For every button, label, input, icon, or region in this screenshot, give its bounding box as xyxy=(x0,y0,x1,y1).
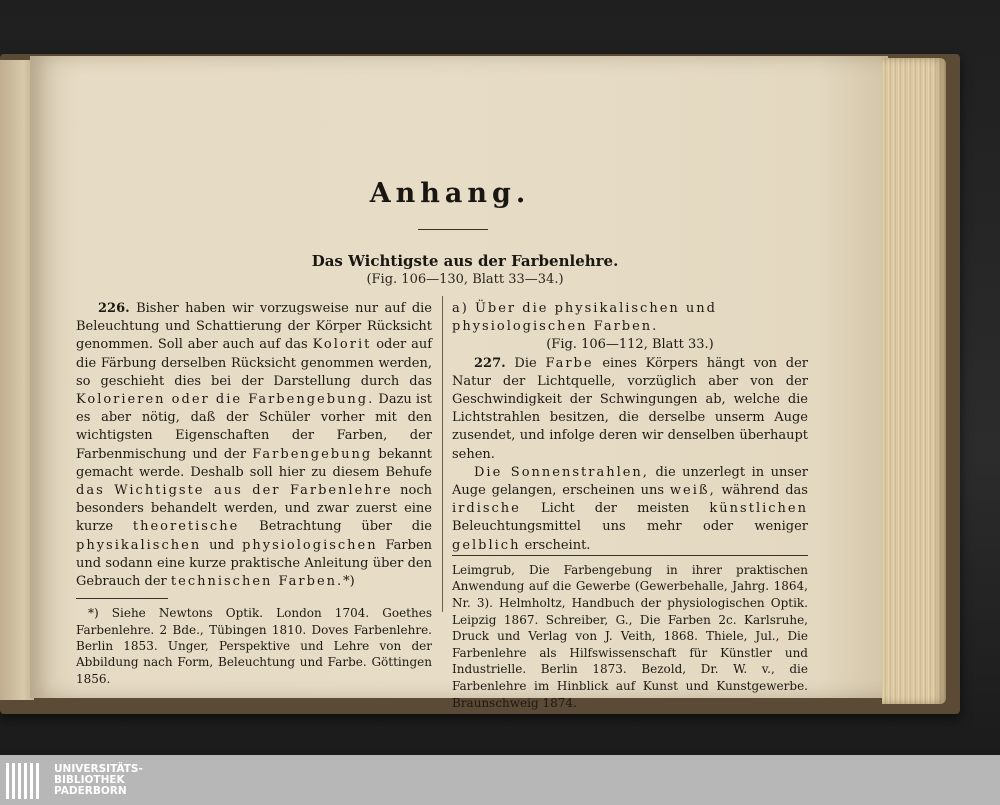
body-text: Dazu ist es aber nötig, daß der Schüler vorher mit den wichtigsten Eigenschaften der Farben, der Farbenmischung und der xyxy=(76,392,432,462)
body-text: erscheint. xyxy=(524,537,591,553)
emphasized-term: Farbe xyxy=(545,355,594,371)
body-text: eines Körpers hängt von der Natur der Lichtquelle, vorzüglich aber von der Geschwindigkeit der Schwingungen ab, welche die Lichtstrahlen besitzen, die derselbe unserm Auge zusendet, und infolge deren wir denselben überhaupt sehen. xyxy=(452,355,808,462)
column-divider xyxy=(442,296,443,612)
footnote-ref: *) xyxy=(343,574,355,590)
footnote xyxy=(76,605,432,687)
body-text: oder auf die Färbung derselben Rücksicht genommen werden, so geschieht dies bei der Darstellung durch das xyxy=(76,337,433,389)
title-divider xyxy=(418,229,488,230)
emphasized-term: Kolorieren oder die Farbengebung. xyxy=(76,392,375,408)
emphasized-term: Kolorit xyxy=(312,337,372,353)
figure-reference: (Fig. 106—130, Blatt 33—34.) xyxy=(366,272,564,287)
right-column xyxy=(452,300,808,711)
paragraph-number: 227. xyxy=(474,355,506,371)
body-text: Beleuchtungsmittel uns mehr oder weniger xyxy=(452,519,808,535)
body-text: Bisher haben wir vorzugsweise nur auf die xyxy=(136,301,432,316)
emphasized-term: physiologischen xyxy=(242,537,378,553)
emphasized-term: künstlichen xyxy=(709,501,808,517)
body-text: Die xyxy=(514,355,537,371)
paragraph-227 xyxy=(452,355,808,464)
emphasized-term: technischen Farben. xyxy=(170,574,344,590)
library-logo-icon xyxy=(6,763,46,799)
body-text: Farben und sodann eine kurze praktische Anleitung über den Gebrauch der xyxy=(76,537,433,590)
left-page-edge xyxy=(0,60,34,700)
body-text: während das xyxy=(721,483,808,499)
section-heading: a) Über die physikalischen und physiologischen Farben. xyxy=(452,301,717,335)
body-text: Beleuchtung und Schattierung der Körper Rücksicht genommen. Soll aber auch auf das xyxy=(76,319,432,353)
library-footer-band xyxy=(0,755,1000,805)
footnote-text: Siehe Newtons Optik. London 1704. Goethes Farbenlehre. 2 Bde., Tübingen 1810. Doves Farbenlehre. Berlin 1853. Unger, Perspektive und Lehre von der Abbildung nach Form, Beleuchtung und Farbe. Göttingen 1856. xyxy=(76,606,432,686)
paragraph-number: 226. xyxy=(98,301,130,316)
library-name-line: UNIVERSITÄTS- xyxy=(54,763,143,775)
page-stack-edges xyxy=(882,58,946,704)
footnote-divider xyxy=(76,598,168,599)
body-text: Licht der meisten xyxy=(541,501,690,517)
emphasized-term: physikalischen xyxy=(76,537,202,553)
emphasized-term: Farbengebung xyxy=(252,446,373,462)
body-text: und xyxy=(209,537,235,553)
emphasized-term: gelblich xyxy=(452,537,521,553)
section-figure-reference: (Fig. 106—112, Blatt 33.) xyxy=(546,337,714,353)
emphasized-term: Die Sonnenstrahlen, xyxy=(474,464,649,480)
left-column xyxy=(76,300,432,687)
body-text: die unzerlegt in unser Auge gelangen, erscheinen uns xyxy=(452,464,808,499)
emphasized-term: das Wichtigste aus der Farbenlehre xyxy=(76,483,393,499)
emphasized-term: irdische xyxy=(452,501,521,517)
body-text: bekannt gemacht werde. Deshalb soll hier zu diesem Behufe xyxy=(76,446,432,480)
library-name-line: PADERBORN xyxy=(54,785,127,797)
paragraph-sunrays xyxy=(452,464,808,555)
library-name xyxy=(54,764,143,797)
chapter-heading: Das Wichtigste aus der Farbenlehre. xyxy=(311,252,619,270)
body-text: noch besonders behandelt werden, und zwar zuerst eine kurze xyxy=(76,483,433,535)
body-text: Betrachtung über die xyxy=(259,519,432,535)
emphasized-term: theoretische xyxy=(132,519,240,535)
page-title: Anhang. xyxy=(369,178,531,209)
bibliography-sources: Leimgrub, Die Farbengebung in ihrer praktischen Anwendung auf die Gewerbe (Gewerbehalle, Jahrg. 1864, Nr. 3). Helmholtz, Handbuch der physiologischen Optik. Leipzig 1867. Schreiber, G., Die Farben 2c. Karlsruhe, Druck und Verlag von J. Veith, 1868. Thiele, Jul., Die Farbenlehre als Hilfswissenschaft für Künstler und Industrielle. Berlin 1873. Bezold, Dr. W. v., die Farbenlehre im Hinblick auf Kunst und Kunstgewerbe. Braunschweig 1874. xyxy=(452,555,808,711)
library-name-line: BIBLIOTHEK xyxy=(54,774,125,786)
footnote-marker: *) xyxy=(88,606,99,621)
emphasized-term: weiß, xyxy=(669,483,716,499)
paragraph-226 xyxy=(76,300,432,591)
